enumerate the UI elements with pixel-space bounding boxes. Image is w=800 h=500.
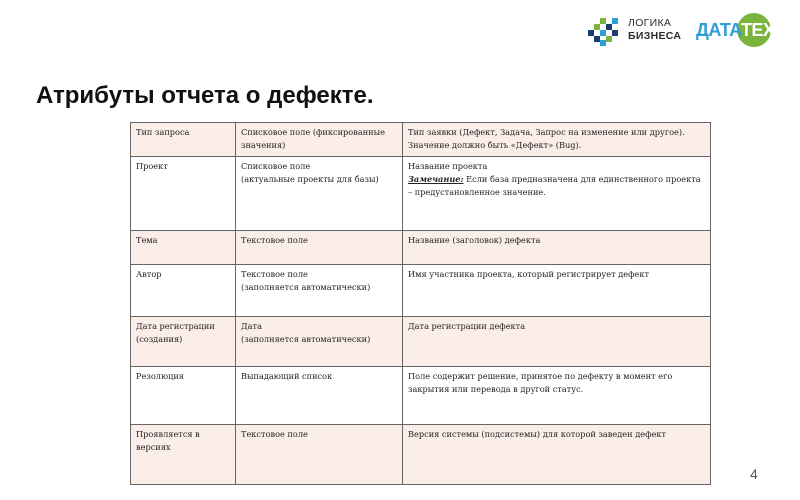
note-label: Замечание: (408, 174, 464, 184)
logika-line1: ЛОГИКА (628, 17, 672, 29)
description-cell (403, 157, 711, 231)
description-text: Название проекта (408, 161, 488, 171)
slide-title: Атрибуты отчета о дефекте. (36, 82, 374, 109)
field-type-cell: Списковое поле (фиксированные значения) (236, 123, 403, 157)
table-row (131, 231, 711, 265)
attribute-cell: Автор (131, 265, 236, 317)
table-row (131, 425, 711, 485)
description-cell: Имя участника проекта, который регистрирует дефект (403, 265, 711, 317)
table-row (131, 265, 711, 317)
field-type-note: (заполняется автоматически) (241, 282, 371, 292)
table-row (131, 123, 711, 157)
logika-pixel-mark-icon (588, 14, 622, 46)
attribute-cell: Проявляется в версиях (131, 425, 236, 485)
table-row (131, 367, 711, 425)
description-cell: Тип заявки (Дефект, Задача, Запрос на изменение или другое). Значение должно быть «Дефект» (Bug). (403, 123, 711, 157)
logika-line2: БИЗНЕСА (628, 30, 682, 42)
field-type-cell (236, 317, 403, 367)
attribute-cell: Тип запроса (131, 123, 236, 157)
datatex-part1: ДАТА (696, 20, 741, 40)
description-cell: Название (заголовок) дефекта (403, 231, 711, 265)
attribute-cell: Резолюция (131, 367, 236, 425)
field-type-cell: Выпадающий список (236, 367, 403, 425)
attribute-cell: Проект (131, 157, 236, 231)
field-type-text: Списковое поле (241, 161, 311, 171)
attribute-cell: Тема (131, 231, 236, 265)
defect-attributes-table (130, 122, 711, 485)
datatex-logo (696, 12, 776, 48)
field-type-text: Дата (241, 321, 262, 331)
table-row (131, 317, 711, 367)
description-cell: Дата регистрации дефекта (403, 317, 711, 367)
attribute-cell: Дата регистрации (создания) (131, 317, 236, 367)
page-number: 4 (750, 466, 758, 482)
field-type-cell (236, 265, 403, 317)
field-type-note: (заполняется автоматически) (241, 334, 371, 344)
field-type-cell (236, 157, 403, 231)
description-cell: Поле содержит решение, принятое по дефекту в момент его закрытия или перевода в другой статус. (403, 367, 711, 425)
description-cell: Версия системы (подсистемы) для которой заведен дефект (403, 425, 711, 485)
description-note (408, 173, 705, 199)
datatex-part2: ТЕХ (740, 20, 775, 40)
field-type-cell: Текстовое поле (236, 231, 403, 265)
logika-biznesa-logo (588, 14, 681, 46)
field-type-text: Текстовое поле (241, 269, 308, 279)
table-row (131, 157, 711, 231)
field-type-cell: Текстовое поле (236, 425, 403, 485)
field-type-note: (актуальные проекты для базы) (241, 174, 379, 184)
note-text: Если база предназначена для единственного проекта – предустановленное значение. (408, 174, 701, 197)
